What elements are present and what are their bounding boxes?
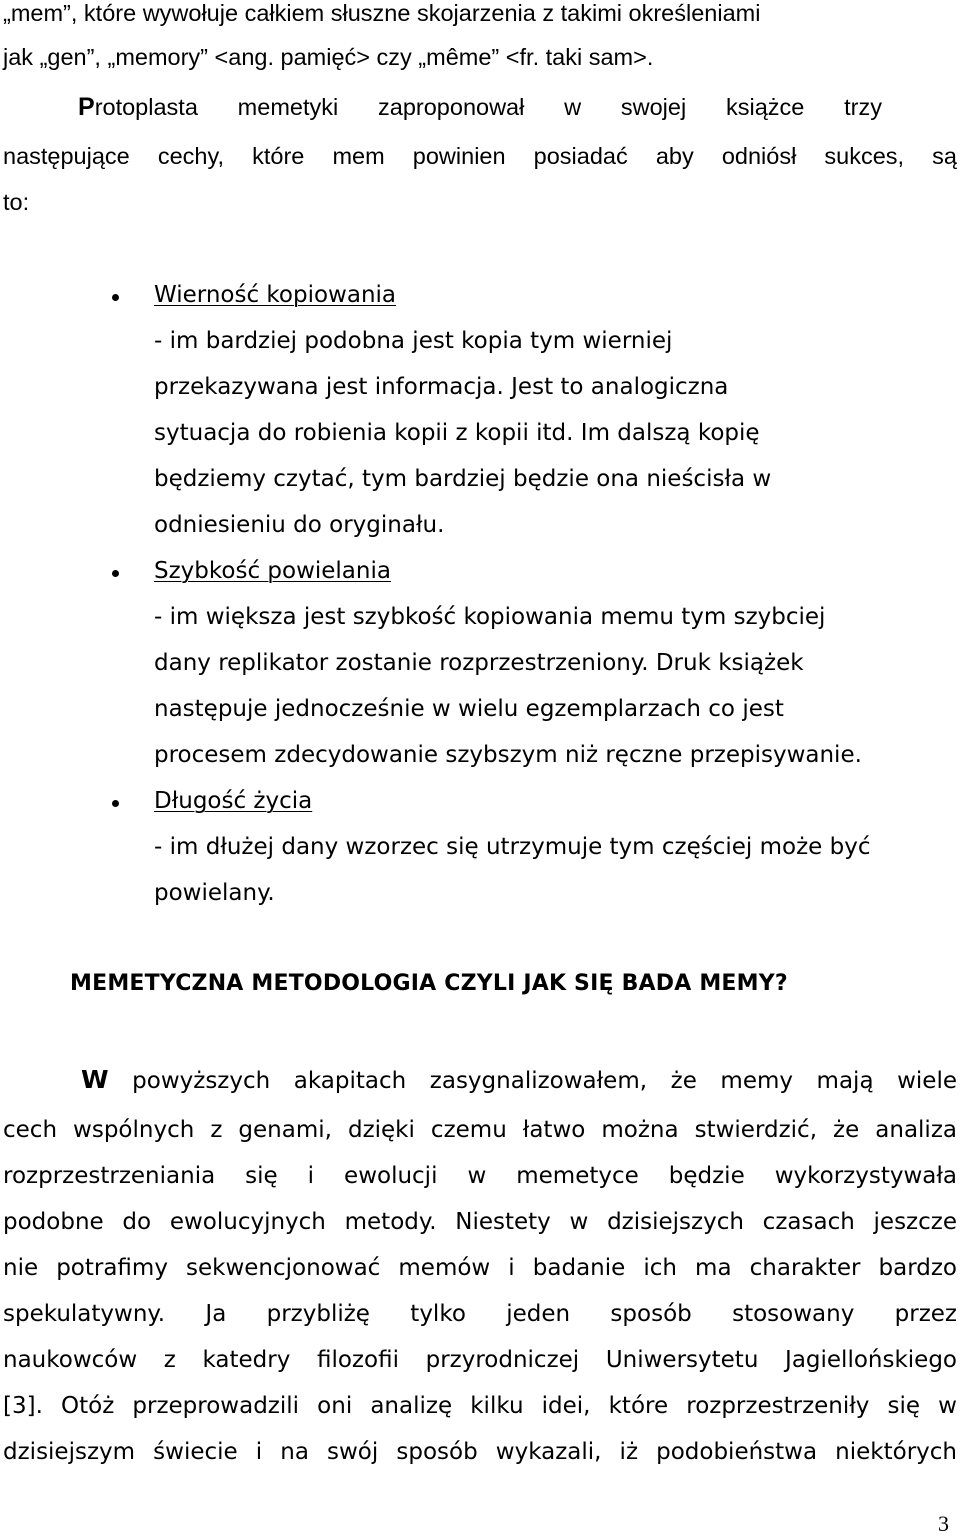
feature-title: Szybkość powielania <box>154 558 391 584</box>
feature-text-line: sytuacja do robienia kopii z kopii itd. Im dalszą kopię <box>154 420 760 446</box>
feature-text-line: będziemy czytać, tym bardziej będzie ona nieścisła w <box>154 466 772 492</box>
feature-title: Długość życia <box>154 788 313 814</box>
method-line: spekulatywny. Ja przybliżę tylko jeden sposób stosowany przez <box>3 1301 957 1327</box>
method-line: [3]. Otóż przeprowadzili oni analizę kilku idei, które rozprzestrzeniły się w <box>3 1393 957 1419</box>
method-line-1: W powyższych akapitach zasygnalizowałem, że memy mają wiele <box>81 1065 957 1094</box>
method-line: rozprzestrzeniania się i ewolucji w memetyce będzie wykorzystywała <box>3 1163 957 1189</box>
feature-text-line: - im bardziej podobna jest kopia tym wierniej <box>154 328 673 354</box>
intro-line-1: „mem”, które wywołuje całkiem słuszne skojarzenia z takimi określeniami <box>3 0 761 26</box>
method-line: naukowców z katedry filozofii przyrodniczej Uniwersytetu Jagiellońskiego <box>3 1347 957 1373</box>
feature-text-line: - im większa jest szybkość kopiowania memu tym szybciej <box>154 604 826 630</box>
method-line: nie potrafimy sekwencjonować memów i badanie ich ma charakter bardzo <box>3 1255 957 1281</box>
feature-text-line: dany replikator zostanie rozprzestrzeniony. Druk książek <box>154 650 804 676</box>
dropcap-w: W <box>81 1065 109 1094</box>
method-line: podobne do ewolucyjnych metody. Niestety w dzisiejszych czasach jeszcze <box>3 1209 957 1235</box>
intro-paragraph-2-line-3: to: <box>3 189 30 215</box>
method-line: cech wspólnych z genami, dzięki czemu łatwo można stwierdzić, że analiza <box>3 1117 957 1143</box>
feature-text-line: przekazywana jest informacja. Jest to analogiczna <box>154 374 729 400</box>
intro-paragraph-2-line-1: Protoplasta memetyki zaproponował w swojej książce trzy <box>78 93 882 121</box>
feature-text-line: odniesieniu do oryginału. <box>154 512 445 538</box>
section-heading: MEMETYCZNA METODOLOGIA CZYLI JAK SIĘ BADA MEMY? <box>70 971 788 996</box>
bullet-icon <box>112 570 119 577</box>
dropcap-p: P <box>78 93 95 121</box>
feature-text-line: następuje jednocześnie w wielu egzemplarzach co jest <box>154 696 784 722</box>
feature-text-line: powielany. <box>154 880 275 906</box>
bullet-icon <box>112 294 119 301</box>
feature-text-line: procesem zdecydowanie szybszym niż ręczne przepisywanie. <box>154 742 862 768</box>
page-number: 3 <box>938 1511 949 1536</box>
bullet-icon <box>112 800 119 807</box>
feature-text-line: - im dłużej dany wzorzec się utrzymuje tym częściej może być <box>154 834 871 860</box>
feature-title: Wierność kopiowania <box>154 282 397 308</box>
intro-paragraph-2-line-2: następujące cechy, które mem powinien posiadać aby odniósł sukces, są <box>3 143 957 169</box>
intro-line-2: jak „gen”, „memory” <ang. pamięć> czy „même” <fr. taki sam>. <box>3 44 654 70</box>
method-line: dzisiejszym świecie i na swój sposób wykazali, iż podobieństwa niektórych <box>3 1439 957 1465</box>
